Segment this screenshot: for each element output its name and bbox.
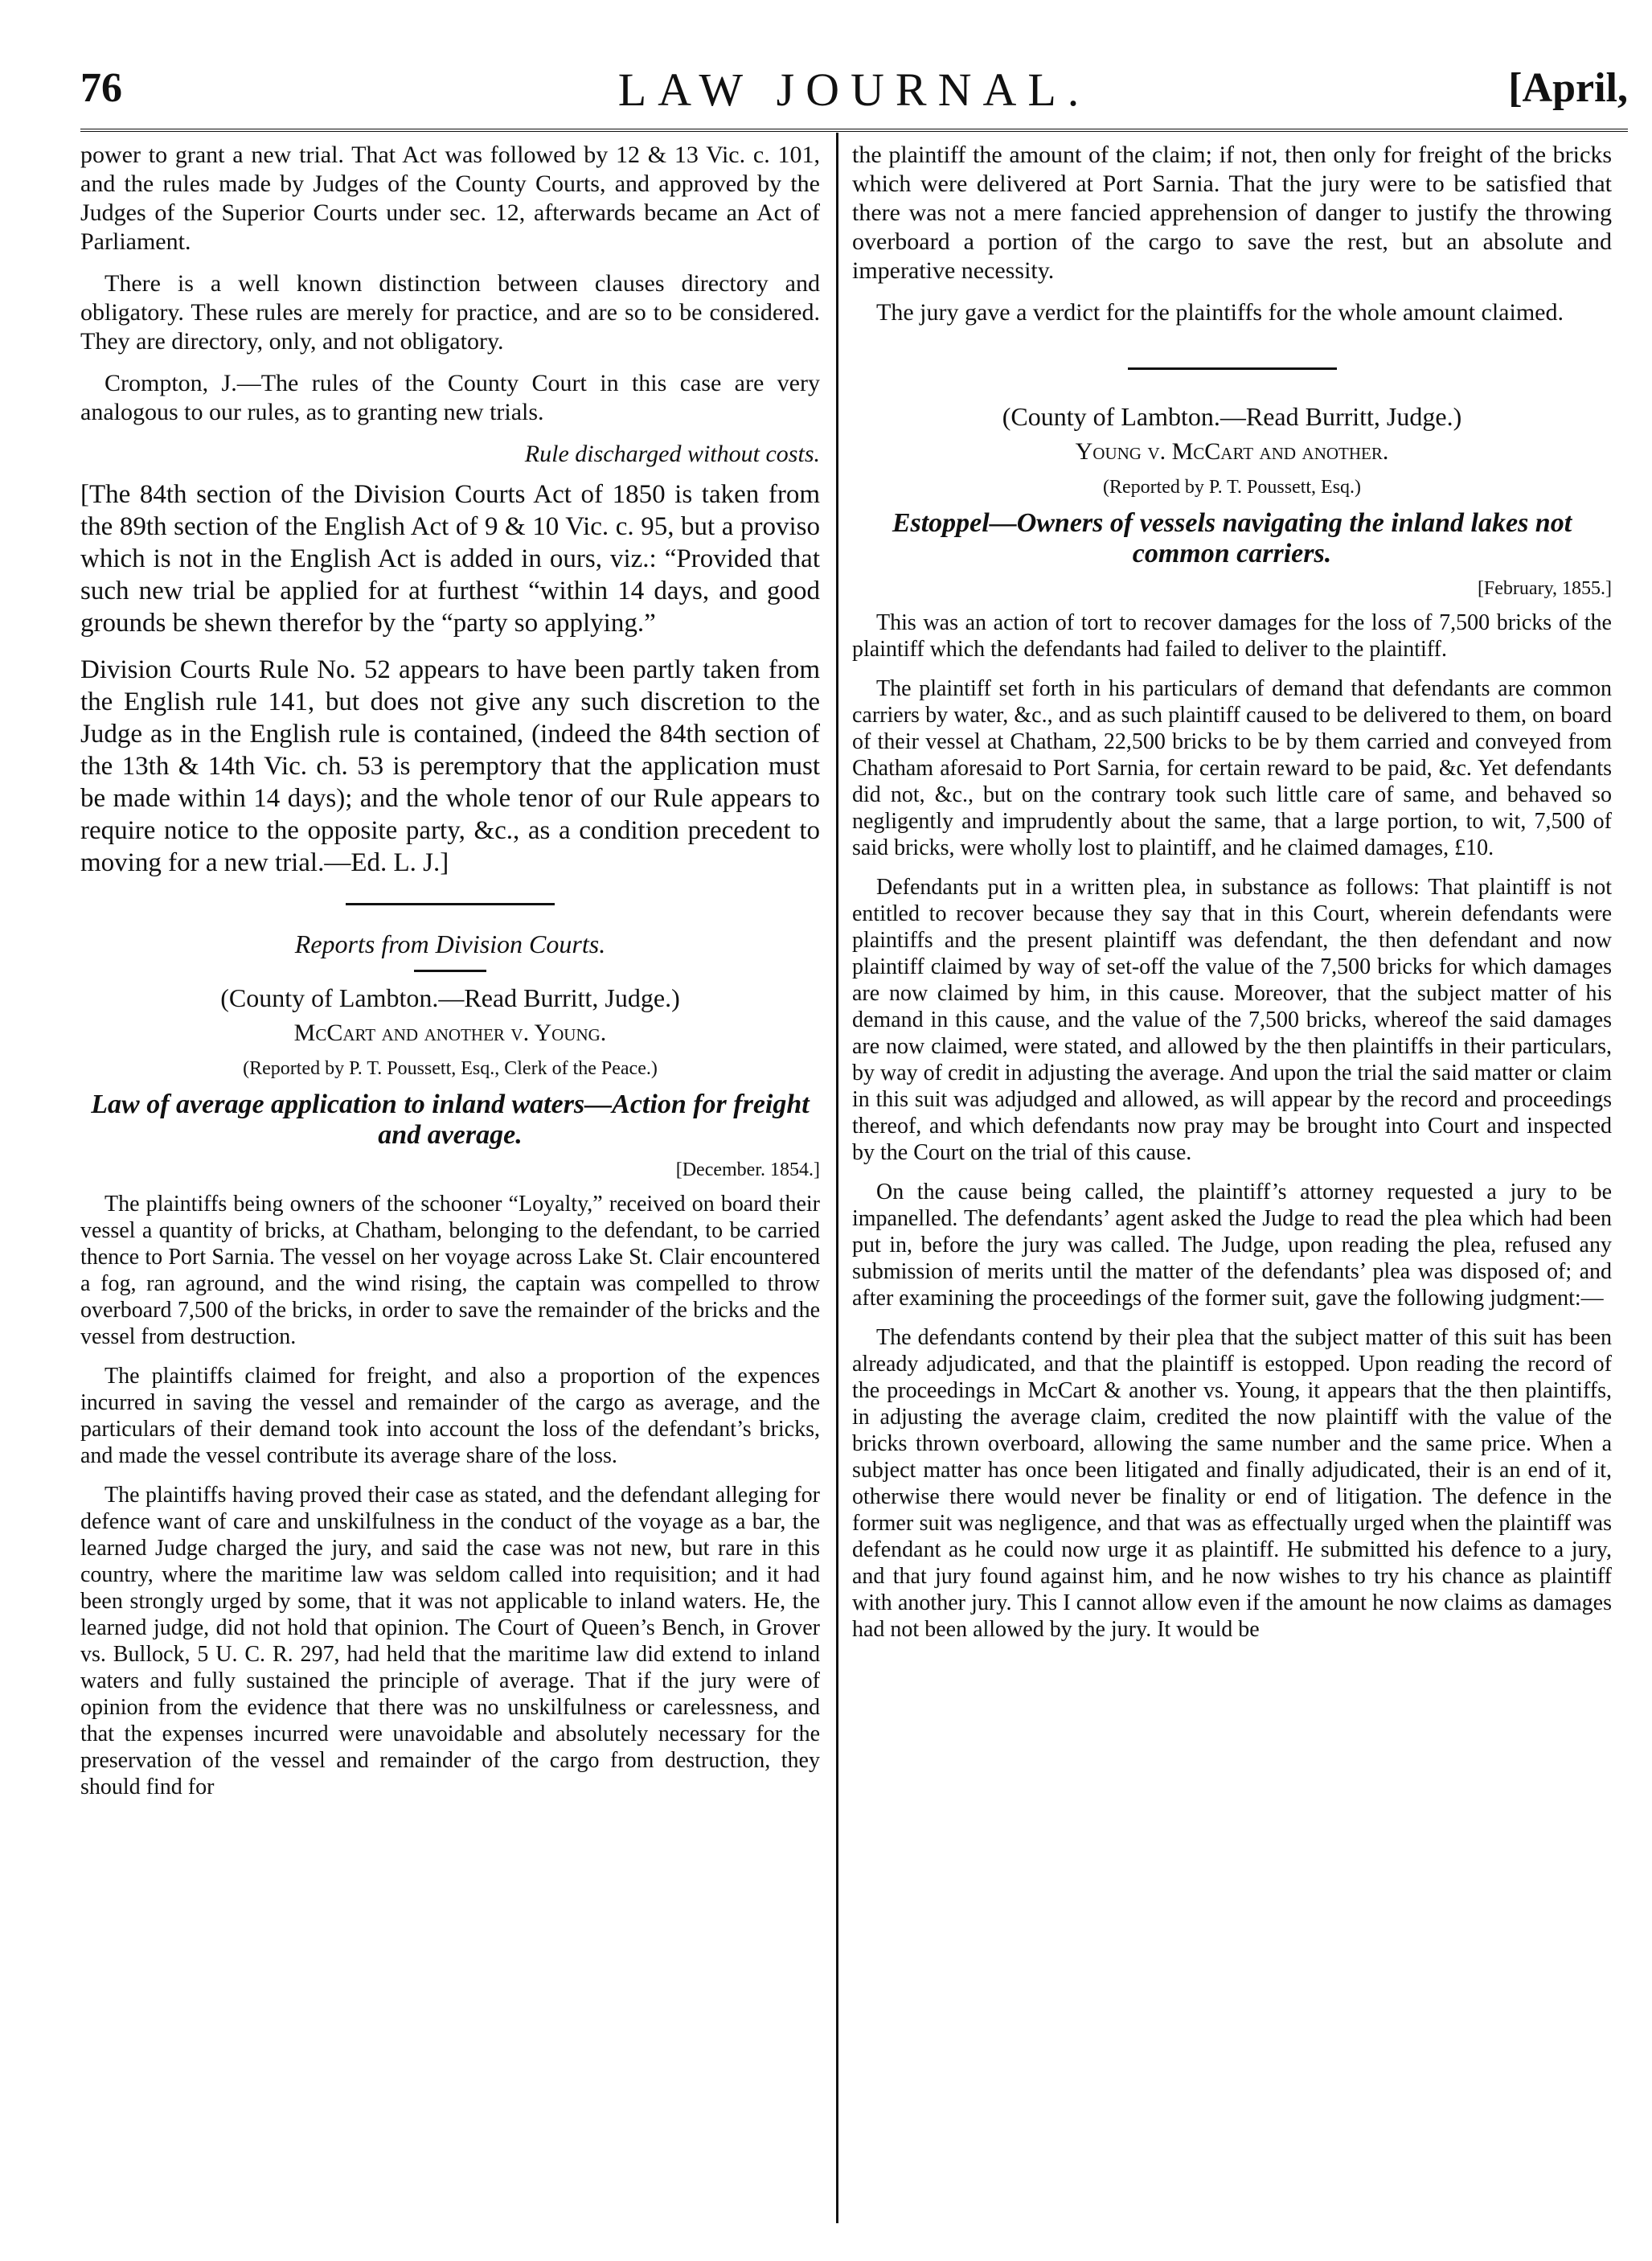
page-header (80, 56, 1628, 121)
right-column (852, 141, 1612, 1656)
section-divider (346, 903, 555, 905)
paragraph: On the cause being called, the plaintiff’s attorney requested a jury to be impanelled. The defendants’ agent asked the Judge to read the plea which had been put in, before the jury was called. The Judge, upon reading the plea, refused any submission of merits until the matter of the defendants’ plea was disposed of; and after examining the proceedings of the former suit, gave the following judgment:— (852, 1180, 1612, 1311)
court-heading: (County of Lambton.—Read Burritt, Judge.) (1002, 402, 1462, 431)
paragraph: Division Courts Rule No. 52 appears to have been partly taken from the English rule 141, but does not give any such discretion to the Judge as in the English rule is contained, (indeed the 84th section of the 13th & 14th Vic. ch. 53 is peremptory that the application must be made within 14 days); and the whole tenor of our Rule appears to require notice to the opposite party, &c., as a condition precedent to moving for a new trial.—Ed. L. J.] (80, 655, 820, 877)
paragraph: [The 84th section of the Division Courts Act of 1850 is taken from the 89th section of the English Act of 9 & 10 Vic. c. 95, but a proviso which is not in the English Act is added in ours, viz.: “Provided that such new trial be applied for at furthest “within 14 days, and good grounds be shewn therefor by the “party so applying.” (80, 480, 820, 638)
paragraph: The plaintiffs claimed for freight, and also a proportion of the expences incurred in saving the vessel and remainder of the cargo as average, and the particulars of their demand took into account the loss of the defendant’s bricks, and made the vessel contribute its average share of the loss. (80, 1364, 820, 1468)
section-title: Reports from Division Courts. (294, 929, 606, 958)
paragraph: The jury gave a verdict for the plaintiffs for the whole amount claimed. (876, 299, 1564, 326)
paragraph: The plaintiffs being owners of the schooner “Loyalty,” received on board their vessel a quantity of bricks, at Chatham, belonging to the defendant, to be carried thence to Port Sarnia. The vessel on her voyage across Lake St. Clair encountered a fog, ran aground, and the wind rising, the captain was compelled to throw overboard 7,500 of the bricks, in order to save the remainder of the bricks and the vessel from destruction. (80, 1192, 820, 1349)
paragraph: The plaintiff set forth in his particulars of demand that defendants are common carriers by water, &c., and as such plaintiff caused to be delivered to them, on board of their vessel at Chatham, 22,500 bricks to be by them carried and conveyed from Chatham aforesaid to Port Sarnia, for certain reward to be paid, &c. Yet defendants did not, &c., but on the contrary took such little care of same, and behaved so negligently and imprudently about the same, that a large portion, to wit, 7,500 of said bricks, were wholly lost to plaintiff, and he claimed damages, £10. (852, 676, 1612, 860)
paragraph: Crompton, J.—The rules of the County Court in this case are very analogous to our rules, as to granting new trials. (80, 370, 820, 425)
column-divider (836, 133, 838, 2223)
reporter-line: (Reported by P. T. Poussett, Esq.) (1102, 477, 1362, 498)
paragraph: The defendants contend by their plea that the subject matter of this suit has been already adjudicated, and that the plaintiff is estopped. Upon reading the record of the proceedings in McCart & another vs. Young, it appears that the then plaintiffs, in adjusting the average claim, credited the now plaintiff with the value of the bricks thrown overboard, allowing the same number and the same price. When a subject matter has once been litigated and finally adjudicated, their is an end of it, otherwise there would never be finality or end of litigation. The defence in the former suit was negligence, and that was as effectually urged when the plaintiff was defendant as he could now urge it as plaintiff. He submitted his defence to a jury, and that jury found against him, and he now wishes to try his chance as plaintiff with another jury. This I cannot allow even if the amount he now claims as damages had not been allowed by the jury. It would be (852, 1325, 1612, 1642)
ruling: Rule discharged without costs. (524, 441, 820, 467)
issue-month: [April, (1508, 65, 1628, 111)
reporter-line: (Reported by P. T. Poussett, Esq., Clerk of the Peace.) (243, 1058, 658, 1079)
case-date: [December. 1854.] (675, 1159, 820, 1180)
paragraph: This was an action of tort to recover damages for the loss of 7,500 bricks of the plaintiff which the defendants had failed to deliver to the plaintiff. (852, 610, 1612, 662)
case-date: [February, 1855.] (1477, 578, 1612, 599)
case-name: Young v. McCart and another. (1075, 438, 1389, 465)
page-number: 76 (80, 65, 122, 111)
short-divider (414, 970, 486, 972)
editorial-note (80, 478, 820, 879)
headnote: Estoppel—Owners of vessels navigating the inland lakes not common carriers. (892, 508, 1572, 568)
journal-title: LAW JOURNAL. (617, 64, 1091, 116)
section-divider (1128, 367, 1337, 370)
paragraph: The plaintiffs having proved their case as stated, and the defendant alleging for defence want of care and unskilfulness in the conduct of the voyage as a bar, the learned Judge charged the jury, and said the case was not new, but rare in this country, where the maritime law was seldom called into requisition; and it had been strongly urged by some, that it was not applicable to inland waters. He, the learned judge, did not hold that opinion. The Court of Queen’s Bench, in Grover vs. Bullock, 5 U. C. R. 297, had held that the maritime law did extend to inland waters and fully sustained the principle of average. That if the jury were of opinion from the evidence that there was no unskilfulness or carelessness, and that the expenses incurred were unavoidable and absolutely necessary for the preservation of the vessel and remainder of the cargo from destruction, they should find for (80, 1483, 820, 1799)
case-name: McCart and another v. Young. (293, 1020, 607, 1046)
paragraph: the plaintiff the amount of the claim; if not, then only for freight of the bricks which were delivered at Port Sarnia. That the jury were to be satisfied that there was not a mere fancied apprehension of danger to justify the throwing overboard a portion of the cargo to save the rest, but an absolute and imperative necessity. (852, 142, 1612, 284)
paragraph: Defendants put in a written plea, in substance as follows: That plaintiff is not entitled to recover because they say that in this Court, wherein defendants were plaintiffs and the present plaintiff was defendant, the then defendant and now plaintiff claimed by way of set-off the value of the 7,500 bricks for which damages are now claimed by him, in this cause. Moreover, that the subject matter of his demand in this cause, and the value of the 7,500 bricks, whereof the said damages are now claimed, were stated, and allowed by the then plaintiffs in their particulars, by way of credit in adjusting the average. And upon the trial the said matter or claim in this suit was adjudged and allowed, as will appear by the record and proceedings thereof, and which defendants now pray may be brought into Court and inspected by the Court on the trial of this cause. (852, 875, 1612, 1165)
paragraph: power to grant a new trial. That Act was followed by 12 & 13 Vic. c. 101, and the rules made by Judges of the County Courts, and approved by the Judges of the Superior Courts under sec. 12, afterwards became an Act of Parliament. (80, 142, 820, 255)
court-heading: (County of Lambton.—Read Burritt, Judge.) (220, 983, 680, 1012)
headnote: Law of average application to inland waters—Action for freight and average. (91, 1089, 810, 1150)
paragraph: There is a well known distinction between clauses directory and obligatory. These rules are merely for practice, and are so to be considered. They are directory, only, and not obligatory. (80, 270, 820, 355)
header-rule (80, 129, 1628, 132)
left-column (80, 141, 820, 1813)
